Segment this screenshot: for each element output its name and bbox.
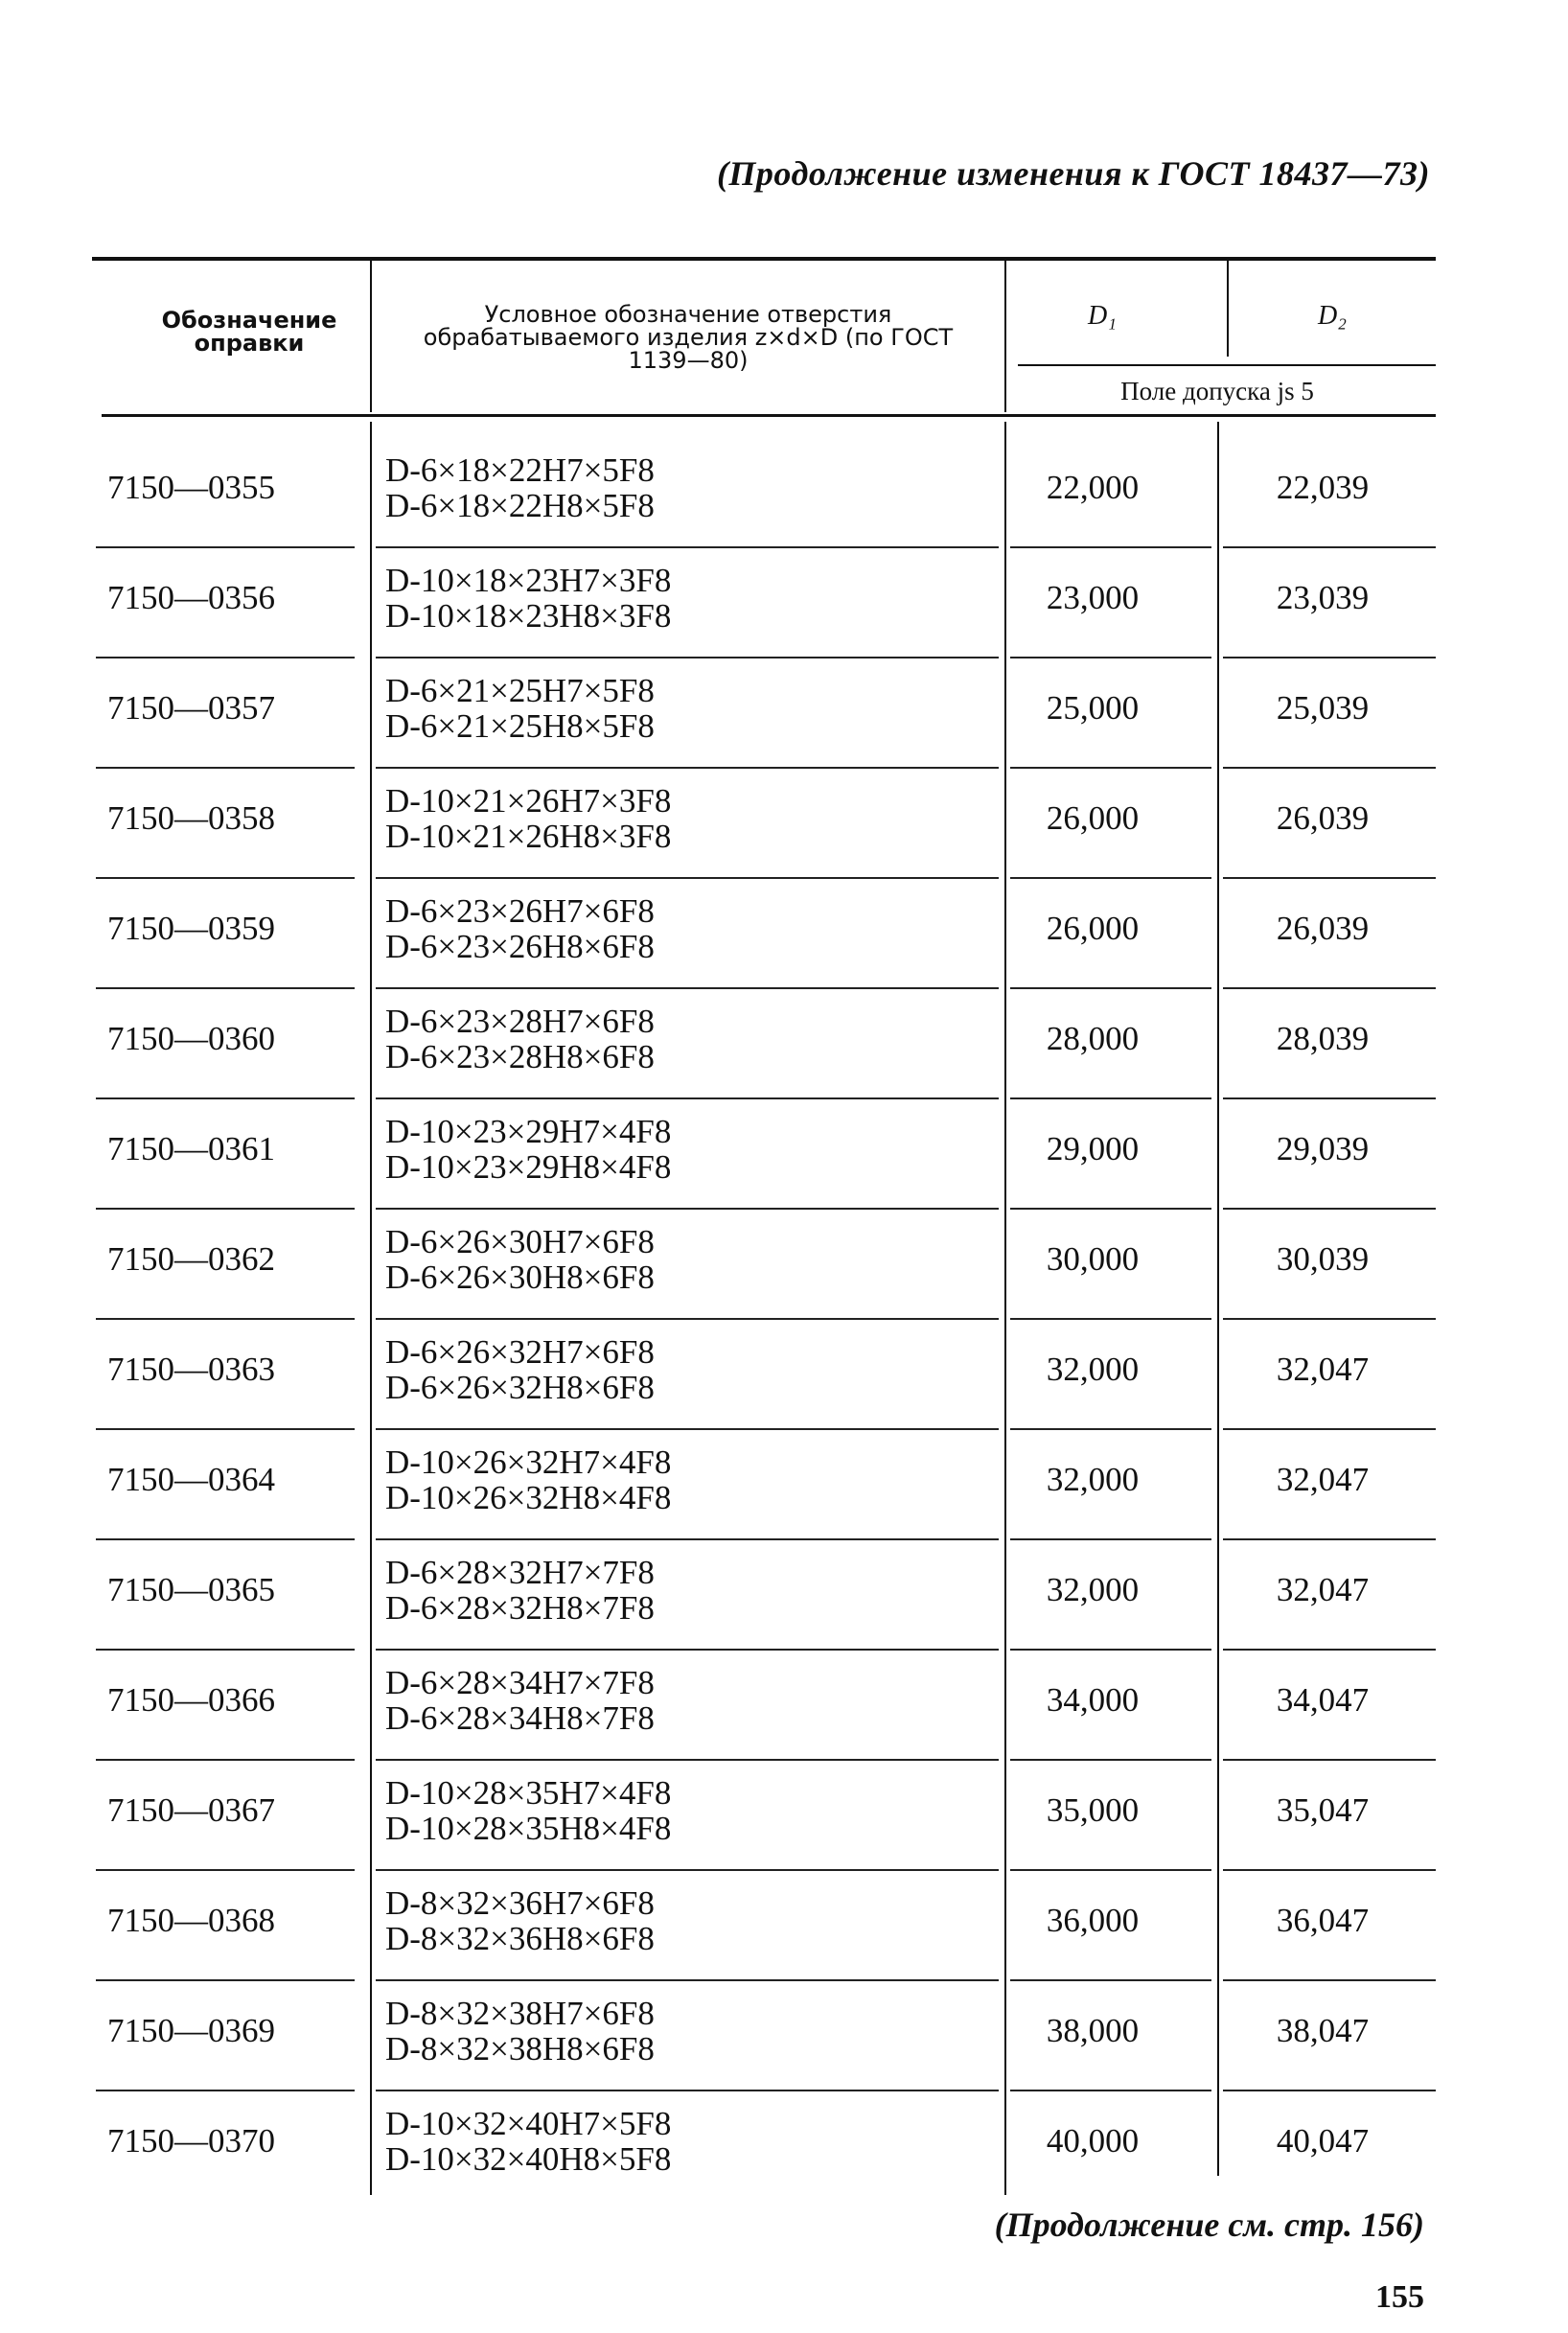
row-separator [96,657,355,658]
mandrel-code: 7150—0355 [107,469,275,506]
designation-line-h7: D-6×23×28H7×6F8 [385,1003,655,1040]
hole-designation [385,1665,655,1736]
hole-designation [385,2106,671,2177]
body-vertical-1 [370,422,372,2195]
designation-line-h8: D-10×28×35H8×4F8 [385,1810,672,1847]
row-separator [96,987,355,989]
page-number: 155 [1375,2279,1424,2315]
row-separator [1010,1538,1211,1540]
hole-designation [385,1224,655,1295]
d1-value: 26,000 [1046,910,1140,947]
mandrel-code: 7150—0361 [107,1130,275,1167]
designation-line-h7: D-6×26×30H7×6F8 [385,1223,655,1260]
mandrel-code: 7150—0363 [107,1351,275,1388]
row-separator [1010,2090,1211,2091]
row-separator [1010,1979,1211,1981]
d2-value: 23,039 [1276,579,1370,616]
d1-value: 29,000 [1046,1130,1140,1167]
row-separator [1223,1759,1436,1761]
designation-line-h8: D-8×32×36H8×6F8 [385,1920,655,1957]
row-separator [1223,1649,1436,1651]
header-vertical-2 [1004,261,1006,412]
row-separator [1010,546,1211,548]
designation-line-h7: D-6×18×22H7×5F8 [385,451,655,489]
d1-value: 40,000 [1046,2122,1140,2160]
row-separator [1010,1759,1211,1761]
row-separator [96,1318,355,1320]
column-header-code: Обозначение оправки [161,307,337,357]
d1-value: 22,000 [1046,469,1140,506]
row-separator [376,987,999,989]
row-separator [1223,1097,1436,1099]
row-separator [376,546,999,548]
designation-line-h7: D-10×21×26H7×3F8 [385,782,672,820]
row-separator [96,877,355,879]
row-separator [376,1208,999,1210]
column-header-d1: D₁ [1088,301,1117,331]
designation-line-h8: D-6×23×26H8×6F8 [385,928,655,965]
d1-value: 32,000 [1046,1461,1140,1498]
hole-designation [385,1996,655,2067]
designation-line-h7: D-6×23×26H7×6F8 [385,892,655,930]
d2-value: 29,039 [1276,1130,1370,1167]
row-separator [1223,1869,1436,1871]
hole-designation [385,1775,671,1846]
hole-designation [385,1114,671,1185]
mandrel-code: 7150—0369 [107,2012,275,2049]
mandrel-code: 7150—0370 [107,2122,275,2160]
designation-line-h7: D-6×21×25H7×5F8 [385,672,655,709]
row-separator [96,1097,355,1099]
designation-line-h8: D-8×32×38H8×6F8 [385,2030,655,2067]
d1-value: 36,000 [1046,1902,1140,1939]
row-separator [376,1759,999,1761]
d2-value: 35,047 [1276,1791,1370,1829]
d1-value: 38,000 [1046,2012,1140,2049]
designation-line-h8: D-6×26×30H8×6F8 [385,1259,655,1296]
table-top-rule [92,257,1436,261]
designation-line-h7: D-10×28×35H7×4F8 [385,1774,672,1812]
mandrel-code: 7150—0366 [107,1681,275,1719]
designation-line-h8: D-6×18×22H8×5F8 [385,487,655,524]
header-bottom-rule [102,414,1436,417]
d1-value: 26,000 [1046,799,1140,837]
row-separator [1010,1208,1211,1210]
designation-line-h8: D-10×23×29H8×4F8 [385,1148,672,1186]
d1-value: 30,000 [1046,1240,1140,1278]
designation-line-h8: D-10×26×32H8×4F8 [385,1479,672,1516]
row-separator [376,1538,999,1540]
header-vertical-1 [370,261,372,412]
mandrel-code: 7150—0364 [107,1461,275,1498]
designation-line-h8: D-6×26×32H8×6F8 [385,1369,655,1406]
designation-line-h7: D-10×32×40H7×5F8 [385,2105,672,2142]
row-separator [1010,1318,1211,1320]
mandrel-code: 7150—0356 [107,579,275,616]
column-header-designation: Условное обозначение отверстия обрабатываемого изделия z×d×D (по ГОСТ 1139—80) [423,301,954,374]
d2-value: 32,047 [1276,1461,1370,1498]
mandrel-code: 7150—0360 [107,1020,275,1057]
hole-designation [385,563,671,634]
row-separator [96,1538,355,1540]
d2-value: 28,039 [1276,1020,1370,1057]
row-separator [1010,1869,1211,1871]
d2-value: 32,047 [1276,1351,1370,1388]
d2-value: 30,039 [1276,1240,1370,1278]
row-separator [376,767,999,769]
mandrel-code: 7150—0365 [107,1571,275,1608]
row-separator [376,1979,999,1981]
tolerance-header: Поле допуска js 5 [1120,377,1314,405]
designation-line-h7: D-10×23×29H7×4F8 [385,1113,672,1150]
row-separator [96,1869,355,1871]
body-vertical-2 [1004,422,1006,2195]
row-separator [1010,987,1211,989]
d1-value: 23,000 [1046,579,1140,616]
row-separator [1010,657,1211,658]
row-separator [96,767,355,769]
designation-line-h8: D-10×32×40H8×5F8 [385,2140,672,2178]
row-separator [96,546,355,548]
row-separator [376,2090,999,2091]
designation-line-h7: D-6×28×32H7×7F8 [385,1554,655,1591]
d2-value: 40,047 [1276,2122,1370,2160]
mandrel-code: 7150—0368 [107,1902,275,1939]
row-separator [1223,1428,1436,1430]
d1-value: 25,000 [1046,689,1140,727]
row-separator [1223,1538,1436,1540]
hole-designation [385,673,655,744]
row-separator [376,1649,999,1651]
row-separator [1223,1318,1436,1320]
row-separator [1010,877,1211,879]
designation-line-h8: D-10×18×23H8×3F8 [385,597,672,635]
designation-line-h7: D-6×26×32H7×6F8 [385,1333,655,1371]
column-header-d2: D₂ [1318,301,1347,331]
hole-designation [385,1555,655,1626]
header-vertical-3 [1227,261,1229,357]
row-separator [376,1318,999,1320]
d2-value: 25,039 [1276,689,1370,727]
row-separator [1223,1208,1436,1210]
row-separator [1223,987,1436,989]
designation-line-h8: D-10×21×26H8×3F8 [385,818,672,855]
d1-value: 35,000 [1046,1791,1140,1829]
row-separator [1223,767,1436,769]
d2-value: 36,047 [1276,1902,1370,1939]
d2-value: 22,039 [1276,469,1370,506]
mandrel-code: 7150—0362 [107,1240,275,1278]
hole-designation [385,1334,655,1405]
d1-value: 32,000 [1046,1571,1140,1608]
row-separator [96,1979,355,1981]
row-separator [96,1428,355,1430]
d2-value: 26,039 [1276,910,1370,947]
header-subrule [1018,364,1436,366]
row-separator [376,657,999,658]
row-separator [1010,767,1211,769]
designation-line-h7: D-8×32×36H7×6F8 [385,1884,655,1922]
row-separator [96,1649,355,1651]
row-separator [376,1428,999,1430]
mandrel-code: 7150—0367 [107,1791,275,1829]
designation-line-h7: D-10×18×23H7×3F8 [385,562,672,599]
d2-value: 26,039 [1276,799,1370,837]
hole-designation [385,1885,655,1956]
designation-line-h7: D-10×26×32H7×4F8 [385,1444,672,1481]
row-separator [96,1208,355,1210]
row-separator [1223,546,1436,548]
hole-designation [385,893,655,964]
body-vertical-3 [1217,422,1219,2176]
designation-line-h8: D-6×23×28H8×6F8 [385,1038,655,1075]
d1-value: 34,000 [1046,1681,1140,1719]
mandrel-code: 7150—0358 [107,799,275,837]
designation-line-h8: D-6×21×25H8×5F8 [385,707,655,745]
designation-line-h7: D-8×32×38H7×6F8 [385,1995,655,2032]
designation-line-h8: D-6×28×34H8×7F8 [385,1699,655,1737]
row-separator [1223,657,1436,658]
d1-value: 32,000 [1046,1351,1140,1388]
page-header: (Продолжение изменения к ГОСТ 18437—73) [716,154,1430,193]
row-separator [96,2090,355,2091]
row-separator [376,1097,999,1099]
row-separator [1223,877,1436,879]
d1-value: 28,000 [1046,1020,1140,1057]
page-footer: (Продолжение см. стр. 156) [994,2206,1424,2244]
row-separator [376,877,999,879]
row-separator [1010,1097,1211,1099]
hole-designation [385,1444,671,1515]
hole-designation [385,1004,655,1074]
d2-value: 34,047 [1276,1681,1370,1719]
mandrel-code: 7150—0359 [107,910,275,947]
designation-line-h8: D-6×28×32H8×7F8 [385,1589,655,1627]
row-separator [96,1759,355,1761]
row-separator [376,1869,999,1871]
hole-designation [385,452,655,523]
d2-value: 32,047 [1276,1571,1370,1608]
row-separator [1010,1428,1211,1430]
d2-value: 38,047 [1276,2012,1370,2049]
hole-designation [385,783,671,854]
mandrel-code: 7150—0357 [107,689,275,727]
designation-line-h7: D-6×28×34H7×7F8 [385,1664,655,1701]
row-separator [1010,1649,1211,1651]
row-separator [1223,2090,1436,2091]
row-separator [1223,1979,1436,1981]
